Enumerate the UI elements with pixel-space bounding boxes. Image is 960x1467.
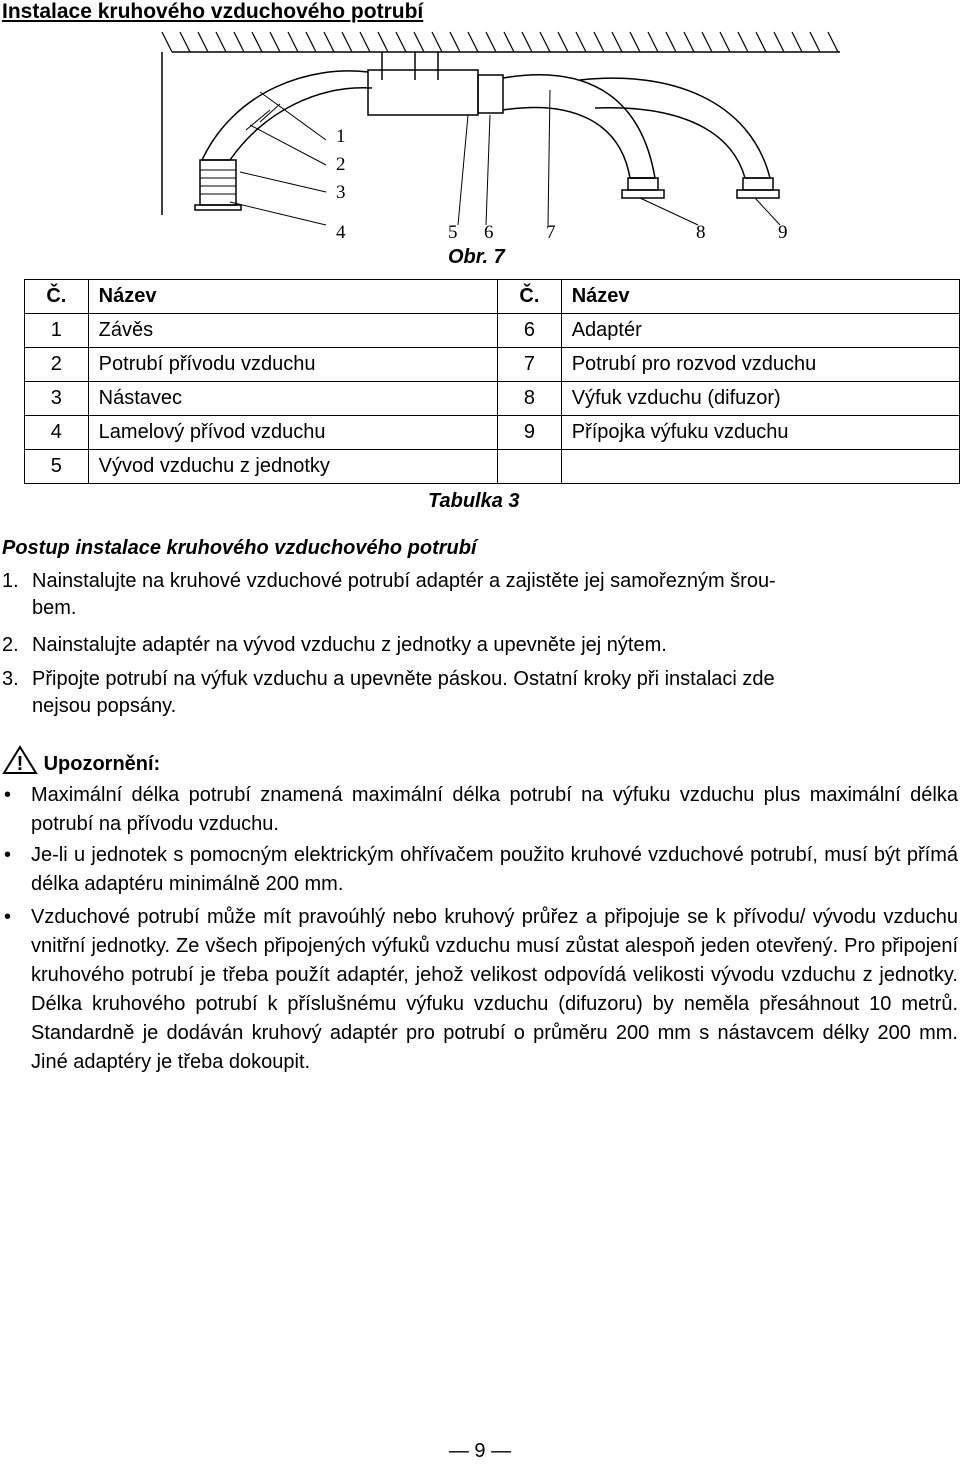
table-row: [25, 314, 960, 348]
page-number: — 9 —: [448, 1440, 512, 1462]
table-cell: Potrubí přívodu vzduchu: [88, 348, 497, 382]
label-9: 9: [778, 222, 788, 243]
table-cell: 8: [498, 382, 562, 416]
ceiling-hatching: [162, 32, 838, 52]
page-title: Instalace kruhového vzduchového potrubí: [2, 0, 424, 23]
label-7: 7: [546, 222, 556, 243]
table-cell: Závěs: [88, 314, 497, 348]
table-cell: Lamelový přívod vzduchu: [88, 416, 497, 450]
label-1: 1: [336, 126, 346, 147]
warning-title: Upozornění:: [43, 753, 161, 775]
lamella-intake: [200, 160, 236, 205]
label-2: 2: [336, 154, 346, 175]
unit-outlet: [478, 75, 503, 113]
step-item: [2, 568, 958, 622]
step-text-cont: bem.: [32, 597, 77, 619]
label-8: 8: [696, 222, 706, 243]
label-3: 3: [336, 182, 346, 203]
header-cell: Č.: [25, 280, 89, 314]
step-item: [2, 666, 958, 720]
table-caption: Tabulka 3: [428, 490, 520, 512]
header-cell: Č.: [498, 280, 562, 314]
header-cell: Název: [88, 280, 497, 314]
table-cell: Vývod vzduchu z jednotky: [88, 450, 497, 484]
list-item: [4, 903, 958, 1077]
table-cell: Nástavec: [88, 382, 497, 416]
diffuser-right: [743, 178, 773, 190]
label-4: 4: [336, 222, 346, 243]
step-number: 1.: [2, 570, 19, 592]
table-cell: 6: [498, 314, 562, 348]
label-6: 6: [484, 222, 494, 243]
table-header-row: [25, 280, 960, 314]
bullet-icon: •: [4, 906, 12, 928]
step-text-cont: nejsou popsány.: [32, 695, 177, 717]
table-cell: 5: [25, 450, 89, 484]
warning-title-row: [2, 745, 160, 776]
warning-triangle-icon: [2, 745, 38, 775]
figure-caption: Obr. 7: [448, 246, 505, 268]
table-cell: Výfuk vzduchu (difuzor): [561, 382, 959, 416]
step-text: Připojte potrubí na výfuk vzduchu a upevněte páskou. Ostatní kroky při instalaci zde: [32, 668, 775, 690]
parts-table: [24, 279, 960, 484]
table-cell: 4: [25, 416, 89, 450]
table-cell: [498, 450, 562, 484]
bullet-text: Maximální délka potrubí znamená maximální délka potrubí na výfuku vzduchu plus maximální délka potrubí na přívodu vzduchu.: [31, 784, 958, 835]
bullet-icon: •: [4, 844, 12, 866]
label-5: 5: [448, 222, 458, 243]
table-cell: 7: [498, 348, 562, 382]
procedure-heading: Postup instalace kruhového vzduchového potrubí: [2, 537, 477, 559]
duct-installation-diagram: [150, 30, 840, 245]
table-cell: 9: [498, 416, 562, 450]
supply-duct: [202, 71, 372, 160]
step-text: Nainstalujte adaptér na vývod vzduchu z jednotky a upevněte jej nýtem.: [32, 634, 667, 656]
bullet-text: Je-li u jednotek s pomocným elektrickým ohřívačem použito kruhové vzduchové potrubí, musí být přímá délka adaptéru minimálně 200 mm.: [31, 844, 958, 895]
step-number: 2.: [2, 634, 19, 656]
step-text: Nainstalujte na kruhové vzduchové potrubí adaptér a zajistěte jej samořezným šrou-: [32, 570, 776, 592]
table-cell: 3: [25, 382, 89, 416]
step-number: 3.: [2, 668, 19, 690]
svg-text:!: !: [16, 753, 24, 775]
table-row: [25, 450, 960, 484]
table-cell: [561, 450, 959, 484]
list-item: [4, 841, 958, 899]
indoor-unit: [368, 70, 478, 115]
table-row: [25, 348, 960, 382]
bullet-text: Vzduchové potrubí může mít pravoúhlý nebo kruhový průřez a připojuje se k přívodu/ vývodu vzduchu vnitřní jednotky. Ze všech připojených výfuků vzduchu musí zůstat alespoň jeden otevřený. Pro připojení kruhového potrubí je třeba použít adaptér, jehož velikost odpovídá velikosti vývodu vzduchu z jednotky. Délka kruhového potrubí k příslušnému výfuku vzduchu (difuzoru) by neměla přesáhnout 10 metrů. Standardně je dodáván kruhový adaptér pro potrubí o průměru 200 mm s nástavcem délky 200 mm. Jiné adaptéry je třeba dokoupit.: [31, 906, 958, 1073]
table-cell: 1: [25, 314, 89, 348]
step-item: [2, 632, 958, 659]
table-cell: 2: [25, 348, 89, 382]
table-row: [25, 416, 960, 450]
bullet-icon: •: [4, 784, 12, 806]
distribution-duct: [503, 75, 655, 178]
table-cell: Adaptér: [561, 314, 959, 348]
list-item: [4, 781, 958, 839]
table-cell: Potrubí pro rozvod vzduchu: [561, 348, 959, 382]
diffuser-left: [628, 178, 658, 190]
header-cell: Název: [561, 280, 959, 314]
table-cell: Přípojka výfuku vzduchu: [561, 416, 959, 450]
table-row: [25, 382, 960, 416]
